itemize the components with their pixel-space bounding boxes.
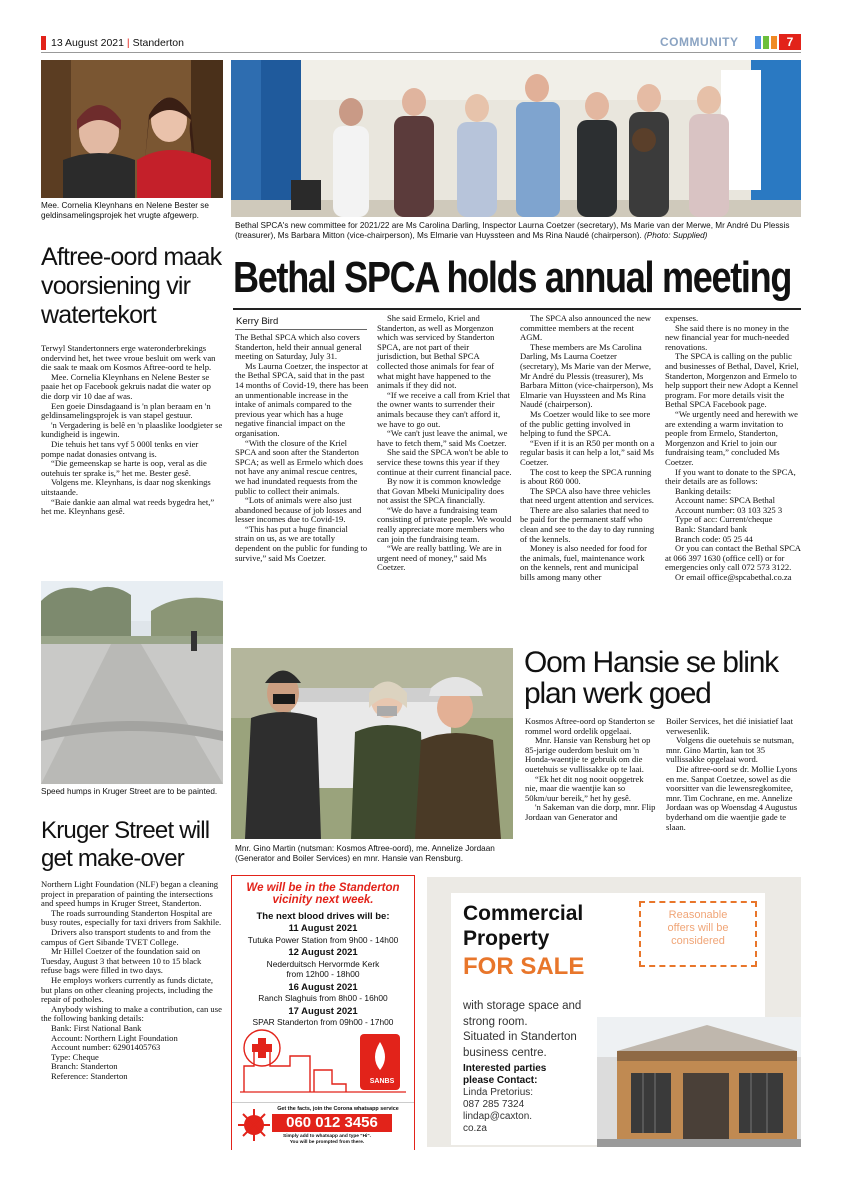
- spca-col-2: [377, 314, 512, 573]
- spca-c3-p0: The SPCA also announced the new committee members at the recent AGM.: [520, 313, 652, 343]
- spca-col-1: [235, 333, 369, 563]
- spca-c4-p2: The SPCA is calling on the public and businesses of Bethal, Davel, Kriel, Standerton, Morgenzon and Ermelo to help support their new Adopt a Kennel program. For more details visit the Bethal SPCA Facebook page.: [665, 351, 799, 410]
- whatsapp-top: Get the facts, join the Corona whatsapp service: [277, 1106, 399, 1112]
- header-paper: Standerton: [132, 37, 184, 49]
- spca-c4-p9: Bank: Standard bank: [675, 524, 748, 535]
- ad-blood-whatsapp: [232, 1102, 414, 1150]
- spca-c2-p4: By now it is common knowledge that Govan Mbeki Municipality does not assist the SPCA financially.: [377, 476, 504, 506]
- hansie-col-1: [525, 717, 656, 823]
- kruger-p11: Reference: Standerton: [51, 1070, 128, 1081]
- photo-kruger-street-art: [41, 581, 223, 784]
- photo-spca-committee: [231, 60, 801, 217]
- offer-line-3: considered: [671, 935, 725, 947]
- spca-c3-p2: Ms Coetzer would like to see more of the public getting involved in helping to fund the SPCA.: [520, 408, 651, 439]
- contact-head-1: Interested parties: [463, 1063, 547, 1074]
- drive-4-place: SPAR Standerton from 09h00 - 17h00: [252, 1017, 394, 1027]
- ad-property-title-1: Commercial: [463, 902, 584, 925]
- spca-col-4: [665, 314, 801, 583]
- drive-2-place: Nederduitsch Hervormde Kerk: [266, 958, 380, 969]
- hansie-c2-p1: Volgens die ouetehuis se nutsman, mnr. Gino Martin, kan tot 35 vullissakke opgelaai word.: [666, 735, 794, 765]
- spca-c4-p10: Branch code: 05 25 44: [675, 533, 753, 544]
- kruger-p1: The roads surrounding Standerton Hospital are busy routes, especially for taxi drivers from Sakhile.: [41, 907, 222, 928]
- drive-3-place: Ranch Slaghuis from 8h00 - 16h00: [258, 993, 388, 1003]
- ad-property-title-3: FOR SALE: [463, 953, 585, 980]
- hansie-headline: Oom Hansie se blink plan werk goed: [524, 646, 778, 710]
- photo-hansie-caption: Mnr. Gino Martin (nutsman: Kosmos Aftree-oord), me. Annelize Jordaan (Generator and Boiler Services) en mnr. Hansie van Rensburg.: [235, 844, 495, 863]
- photo-spca-committee-art: [231, 60, 801, 217]
- spca-c4-p0: expenses.: [665, 313, 699, 323]
- kruger-p2: Drivers also transport students to and from the campus of Gert Sibande TVET College.: [41, 926, 211, 947]
- aftree-p0: Terwyl Standertonners erge wateronderbrekings ondervind het, het twee vroue besluit om werk van die saak te maak om Kosmos Aftree-oord te help.: [41, 343, 216, 373]
- drive-1-date: 11 August 2021: [288, 923, 358, 934]
- drive-4-date: 17 August 2021: [288, 1005, 358, 1017]
- aftree-p2: Een goeie Dinsdagaand is 'n plan beraam en 'n geldinsamelingsprojek is van stapel gestuur.: [41, 400, 211, 421]
- contact-email-1[interactable]: lindap@caxton.: [463, 1111, 533, 1122]
- spca-c4-p11: Or you can contact the Bethal SPCA at 066 397 1630 (office cell) or for emergencies only call 072 573 3122.: [665, 543, 801, 573]
- photo-kruger-street-caption: Speed humps in Kruger Street are to be painted.: [41, 787, 218, 796]
- whatsapp-bottom-2: You will be prompted from there.: [289, 1140, 365, 1145]
- spca-c2-p5: “We do have a fundraising team consisting of private people. We would really appreciate more members who can join the fundraising team.: [377, 504, 512, 544]
- spca-c2-p1: “If we receive a call from Kriel that the owner wants to surrender their animals because they can't afford it, we have to go out.: [377, 389, 510, 429]
- spca-c2-p3: She said the SPCA won't be able to service these towns this year if they continue at their current financial pace.: [377, 447, 512, 477]
- offer-line-2: offers will be: [667, 922, 729, 934]
- spca-c4-p3: “We urgently need and herewith we are extending a warm invitation to people from Ermelo, Standerton, Morgenzon and Kriel to join our fundraising team,” concluded Ms Coetzer.: [665, 408, 798, 467]
- photo-two-women-art: [41, 60, 223, 198]
- drive-2-date: 12 August 2021: [288, 947, 358, 958]
- spca-c3-p3: “Even if it is an R50 per month on a regular basis it can help a lot,” said Ms Coetzer.: [520, 437, 655, 467]
- ad-property-contact: [463, 1063, 546, 1135]
- ad-blood-subtitle: The next blood drives will be:: [256, 911, 390, 922]
- spca-headline: Bethal SPCA holds annual meeting: [233, 253, 792, 302]
- spca-c4-p8: Type of acc: Current/cheque: [675, 514, 773, 525]
- header-date-line: 13 August 2021 | Standerton: [51, 37, 184, 49]
- desc-3: Situated in Standerton: [463, 1031, 577, 1043]
- kruger-p10: Branch: Standerton: [51, 1061, 118, 1072]
- drive-1-place: Tutuka Power Station from 9h00 - 14h00: [247, 934, 399, 945]
- kruger-p7: Account: Northern Light Foundation: [51, 1032, 178, 1043]
- spca-c2-p0: She said Ermelo, Kriel and Standerton, as well as Morgenzon which was serviced by Standerton SPCA, are not part of their jurisdiction, but Bethal SPCA collected those animals for fear of what might have happened to the animals if they did not.: [377, 313, 495, 391]
- main-photo-caption-text: Bethal SPCA's new committee for 2021/22 are Ms Carolina Darling, Inspector Laurna Coetzer (secretary), Ms Marie van der Merwe, Mr André Du Plessis (treasurer), Ms Barbara Mitton (vice-chairperson), Ms Elmarie van Huyssteen and Ms Rina Naudé (chairperson).: [235, 221, 790, 240]
- header-accent-green: [763, 36, 769, 49]
- desc-2: strong room.: [463, 1015, 528, 1028]
- kruger-p5: Anybody wishing to make a contribution, can use the following banking details:: [41, 1003, 222, 1024]
- aftree-p6: Volgens me. Kleynhans, is daar nog skenkings uitstaande.: [41, 477, 211, 497]
- ad-blood-title-2: vicinity next week.: [272, 894, 374, 906]
- offer-line-1: Reasonable: [668, 909, 728, 921]
- contact-email-2[interactable]: co.za: [463, 1123, 487, 1134]
- header-accent-blue: [755, 36, 761, 49]
- contact-name: Linda Pretorius:: [463, 1087, 534, 1098]
- spca-c4-p4: If you want to donate to the SPCA, their details are as follows:: [665, 466, 796, 487]
- photo-two-women-caption: Mee. Cornelia Kleynhans en Nelene Bester se geldinsamelingsprojek het vrugte afgewerp.: [41, 201, 209, 220]
- spca-c3-p6: There are also salaries that need to be paid for the permanent staff who clean and see to the day to day running of the kennels.: [520, 504, 655, 544]
- aftree-headline: Aftree-oord maak voorsiening vir watertekort: [41, 243, 222, 329]
- drive-2-time: from 12h00 - 18h00: [286, 969, 360, 979]
- header-accent-orange: [771, 36, 777, 49]
- spca-c3-p4: The cost to keep the SPCA running is about R60 000.: [520, 466, 652, 487]
- spca-c2-p6: “We are really battling. We are in urgent need of money,” said Ms Coetzer.: [377, 543, 502, 573]
- page-number: [779, 34, 801, 50]
- photo-two-women: [41, 60, 223, 198]
- desc-4: business centre.: [463, 1046, 547, 1059]
- ad-blood-drive: [231, 875, 415, 1150]
- ad-property-building-photo: [597, 1017, 801, 1147]
- kruger-p6: Bank: First National Bank: [51, 1022, 142, 1033]
- contact-phone: 087 285 7324: [463, 1099, 525, 1110]
- photo-kruger-street: [41, 581, 223, 784]
- spca-c1-p0: The Bethal SPCA which also covers Standerton, held their annual general meeting on Saturday, July 31.: [235, 332, 362, 362]
- main-photo-credit: (Photo: Supplied): [644, 231, 708, 240]
- ad-blood-drives: [232, 924, 414, 1028]
- spca-c3-p7: Money is also needed for food for the animals, fuel, maintenance work on the kennels, rent and municipal bills among many other: [520, 543, 647, 583]
- kruger-p3: Mr Hillel Coetzer of the foundation said on Tuesday, August 3 that between 10 to 15 black refuse bags were filled in two days.: [41, 946, 202, 976]
- ad-blood-logo-text: SANBS: [369, 1078, 395, 1085]
- hansie-col-2: [666, 717, 801, 832]
- spca-headline-rule: [233, 308, 801, 310]
- spca-c3-p5: The SPCA also have three vehicles that need urgent attention and services.: [520, 485, 654, 506]
- ad-property-title-2: Property: [463, 927, 550, 950]
- spca-c1-p1: Ms Laurna Coetzer, the inspector at the Bethal SPCA, said that in the past 14 months of Covid-19, there has been an unmentionable increase in the intake of animals compared to the previous year which has a huge negative financial impact on the organisation.: [235, 360, 369, 438]
- spca-c4-p7: Account number: 03 103 325 3: [675, 504, 783, 515]
- spca-c3-p1: These members are Ms Carolina Darling, Ms Laurna Coetzer (secretary), Ms Marie van der Merwe, Mr André du Plessis (treasurer), Ms Barbara Mitton (vice-chairperson), Ms Elmarie van Huyssteen and Ms Rina Naudé (chairperson).: [520, 341, 654, 410]
- header-section: COMMUNITY: [660, 35, 739, 49]
- kruger-headline: Kruger Street will get make-over: [41, 817, 210, 872]
- hansie-c1-p2: “Ek het dit nog nooit oopgetrek nie, maar die waentjie kan so 50km/uur bereik,” het hy gesê.: [525, 773, 644, 803]
- drive-3-date: 16 August 2021: [288, 981, 358, 993]
- header-left-marker: [41, 36, 46, 50]
- hansie-c2-p0: Boiler Services, het dié inisiatief laat verwesenlik.: [666, 716, 793, 736]
- header-rule: [41, 52, 801, 53]
- spca-c1-p4: “This has put a huge financial strain on us, as we are totally dependent on the public for funding to survive,” said Ms Coetzer.: [235, 523, 368, 563]
- spca-c4-p12: Or email office@spcabethal.co.za: [675, 572, 792, 583]
- page-number-text: 7: [786, 35, 794, 49]
- ad-blood-title-1: We will be in the Standerton: [246, 882, 400, 894]
- hansie-c1-p0: Kosmos Aftree-oord op Standerton se rommel word ordelik opgelaai.: [525, 716, 655, 736]
- aftree-p3: 'n Vergadering is belê en 'n plaaslike loodgieter se kundigheid is ingewin.: [41, 419, 223, 440]
- aftree-p1: Mee. Cornelia Kleynhans en Nelene Bester se paaie het op Facebook gekruis nadat die water op die dorp vir 10 dae af was.: [41, 371, 211, 401]
- aftree-p4: Die tehuis het tans vyf 5 000l tenks en vier pompe nadat donasies ontvang is.: [41, 438, 199, 459]
- ad-property-offer-box: [639, 901, 757, 967]
- hansie-c2-p2: Die aftree-oord se dr. Mollie Lyons en me. Sanpat Coetzee, sowel as die voorsitter van die lewensregkomitee, mnr. Tim Cochrane, en me. Annelize Jordaan was op Woensdag 4 Augustus byderhand om die waentjie gade te slaan.: [666, 763, 798, 832]
- spca-c4-p1: She said there is no money in the new financial year for much-needed renovations.: [665, 322, 790, 352]
- ad-property-description: [463, 999, 581, 1061]
- spca-col-3: [520, 314, 655, 583]
- building-photo-art: [597, 1017, 801, 1147]
- photo-hansie: [231, 648, 513, 839]
- kruger-p4: He employs workers currently as funds dictate, but plans on other cleaning projects, including the repair of potholes.: [41, 974, 214, 1005]
- contact-head-2: please Contact:: [463, 1075, 538, 1086]
- spca-byline-rule: [235, 329, 367, 330]
- hansie-c1-p1: Mnr. Hansie van Rensburg het op 85-jarige ouderdom besluit om 'n Honda-waentjie te gebruik om die ouetehuis se vullissakke op te laai.: [525, 735, 651, 774]
- header-date: 13 August 2021: [51, 37, 124, 49]
- whatsapp-bottom-1: Simply add to whatsapp and type "Hi".: [283, 1134, 371, 1139]
- spca-c4-p5: Banking details:: [675, 485, 732, 496]
- whatsapp-number: 060 012 3456: [272, 1114, 392, 1132]
- desc-1: with storage space and: [463, 1000, 582, 1012]
- kruger-body: [41, 880, 223, 1081]
- spca-c4-p6: Account name: SPCA Bethal: [675, 495, 776, 506]
- spca-c1-p2: “With the closure of the Kriel SPCA and soon after the Standerton SPCA; as well as Ermelo which does not have any animal rescue centres, we had inundated requests from the public to collect their animals.: [235, 437, 363, 496]
- aftree-p5: “Die gemeenskap se harte is oop, veral as die outehuis ter sprake is,” het me. Bester gesê.: [41, 458, 207, 478]
- hansie-c1-p3: 'n Sakeman van die dorp, mnr. Flip Jordaan van Generator and: [525, 802, 656, 822]
- kruger-p8: Account number: 62901405763: [51, 1042, 161, 1053]
- kruger-p9: Type: Cheque: [51, 1051, 99, 1062]
- spca-c1-p3: “Lots of animals were also just abandoned because of job losses and lesser incomes due to Covid-19.: [235, 495, 362, 525]
- main-photo-caption: [235, 221, 795, 241]
- photo-hansie-art: [231, 648, 513, 839]
- ad-commercial-property: [427, 877, 801, 1147]
- spca-byline: Kerry Bird: [236, 316, 279, 327]
- spca-c2-p2: “We can't just leave the animal, we have to fetch them,” said Ms Coetzer.: [377, 428, 508, 448]
- aftree-body: [41, 344, 223, 517]
- aftree-p7: “Baie dankie aan almal wat reeds bygedra het,” het me. Kleynhans gesê.: [41, 496, 215, 517]
- kruger-p0: Northern Light Foundation (NLF) began a cleaning project in preparation of painting the intersections and speed humps in Kruger Street, Standerton.: [41, 879, 219, 909]
- ad-blood-illustration: [240, 1026, 406, 1096]
